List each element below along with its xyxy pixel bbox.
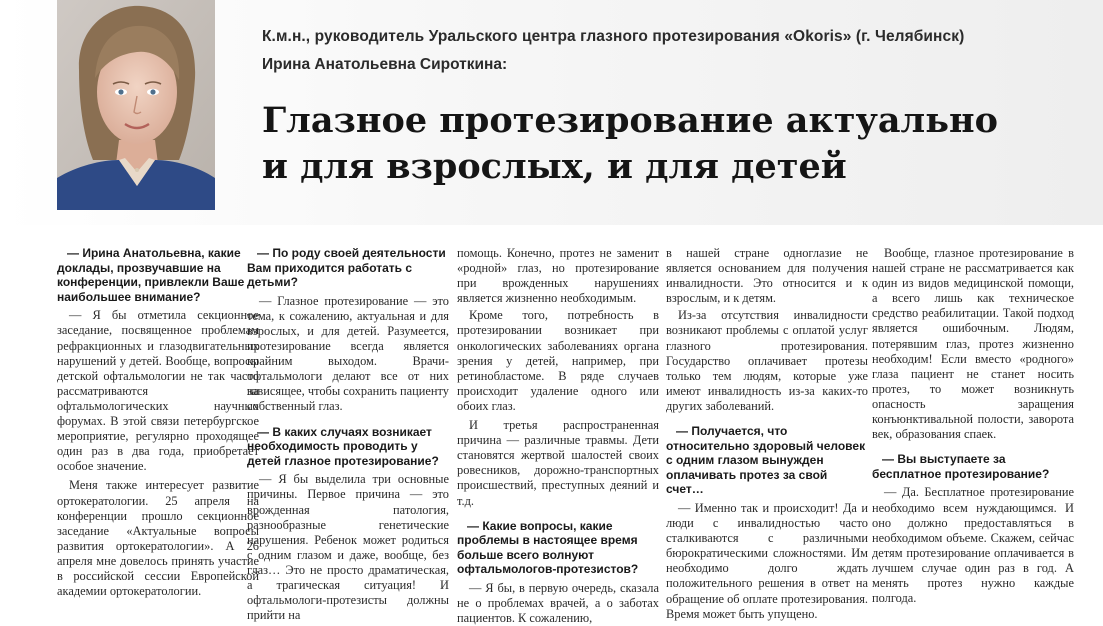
headline-line-2: и для взрослых, и для детей: [262, 146, 847, 187]
article-column-5: [872, 246, 1074, 606]
interview-question: — В каких случаях возникает необходимость проводить у детей глазное протезирование?: [247, 424, 439, 468]
paragraph: — Именно так и происходит! Да и люди с инвалидностью часто сталкиваются с различными бюрократическими сложностями. Им необходимо долго ждать положительного решения в ответ на обращение об оплате протезирования. Время может быть упущено.: [666, 501, 868, 621]
author-name: Ирина Анатольевна Сироткина:: [262, 56, 508, 73]
headline-line-1: Глазное протезирование актуально: [262, 100, 998, 141]
paragraph-continuation: в нашей стране одноглазие не является основанием для получения инвалидности. Это относится и к взрослым, и к детям.: [666, 246, 868, 306]
paragraph: — Глазное протезирование — это тема, к сожалению, актуальная и для взрослых, и для детей. Разумеется, протезирование всегда является крайним выходом. Врачи-офтальмологи делают все от них зависящее, чтобы сохранить пациенту собственный глаз.: [247, 293, 449, 414]
article-column-2: [247, 246, 449, 623]
article-column-4: [666, 246, 868, 621]
paragraph-continuation: помощь. Конечно, протез не заменит «родной» глаз, но протезирование при врожденных нарушениях является жизненно необходимым.: [457, 246, 659, 306]
paragraph: Вообще, глазное протезирование в нашей стране не рассматривается как один из видов медицинской помощи, а всего лишь как техническое средство реабилитации. Такой подход является ошибочным. Людям, потерявшим глаз, протез жизненно необходим! Если вместо «родного» глаза пациент не станет носить протез, то может возникнуть опасность заращения конъюнктивальной полости, заворота век, образования спаек.: [872, 246, 1074, 442]
article-column-3: [457, 246, 659, 626]
paragraph: — Я бы, в первую очередь, сказала не о проблемах врачей, а о заботах пациентов. К сожалению,: [457, 580, 659, 626]
interview-question: — Вы выступаете за бесплатное протезирование?: [872, 452, 1050, 481]
article-headline: [262, 98, 1082, 190]
paragraph: — Я бы отметила секционное заседание, посвященное проблемам рефракционных и глазодвигательных нарушений у детей. Вообще, вопросы детской офтальмологии не так часто рассматриваются на офтальмологических научных форумах. В этой связи петербургское мероприятие, регулярно проходящее один раз в два года, приобретает особое значение.: [57, 308, 259, 474]
paragraph: — Я бы выделила три основные причины. Первое причина — это врожденная патология, разнообразные генетические нарушения. Ребенок может родиться с одним глазом и даже, вообще, без глаз… Это не просто драматическая, а трагическая ситуация! И офтальмологи-протезисты должны прийти на: [247, 472, 449, 623]
paragraph: Кроме того, потребность в протезировании возникает при онкологических заболеваниях органа зрения у детей, например, при ретинобластоме. В ряде случаев происходит удаление одного или обоих глаз.: [457, 308, 659, 413]
article-column-1: [57, 246, 259, 599]
paragraph: — Да. Бесплатное протезирование необходимо всем нуждающимся. И оно должно предоставляться в необходимом объеме. Скажем, сейчас детям протезирование оплачивается в лучшем случае один раз в год. А менять протез нужно каждые полгода.: [872, 485, 1074, 606]
interview-question: — Ирина Анатольевна, какие доклады, прозвучавшие на конференции, привлекли Ваше наибольшее внимание?: [57, 246, 245, 304]
paragraph: Меня также интересует развитие ортокератологии. 25 апреля на конференции прошло секционное заседание «Актуальные вопросы развития ортокератологии». А 26 апреля мне довелось принять участие в российской сессии Европейской академии ортокератологии.: [57, 478, 259, 599]
author-portrait: [57, 0, 215, 210]
interview-question: — Получается, что относительно здоровый человек с одним глазом вынужден оплачивать протез за свой счет…: [666, 424, 866, 497]
paragraph: И третья распространенная причина — различные травмы. Дети становятся жертвой шалостей своих ровесников, дорожно-транспортных происшествий, преступных деяний и т.д.: [457, 418, 659, 508]
interview-question: — По роду своей деятельности Вам приходится работать с детьми?: [247, 246, 446, 290]
interview-question: — Какие вопросы, какие проблемы в настоящее время больше всего волнуют офтальмологов-протезистов?: [457, 518, 639, 577]
author-affiliation: К.м.н., руководитель Уральского центра глазного протезирования «Okoris» (г. Челябинск): [262, 28, 965, 45]
paragraph: Из-за отсутствия инвалидности возникают проблемы с оплатой услуг глазного протезирования. Государство оплачивает протезы только тем людям, которые уже имеют инвалидность из-за каких-то других заболеваний.: [666, 308, 868, 413]
